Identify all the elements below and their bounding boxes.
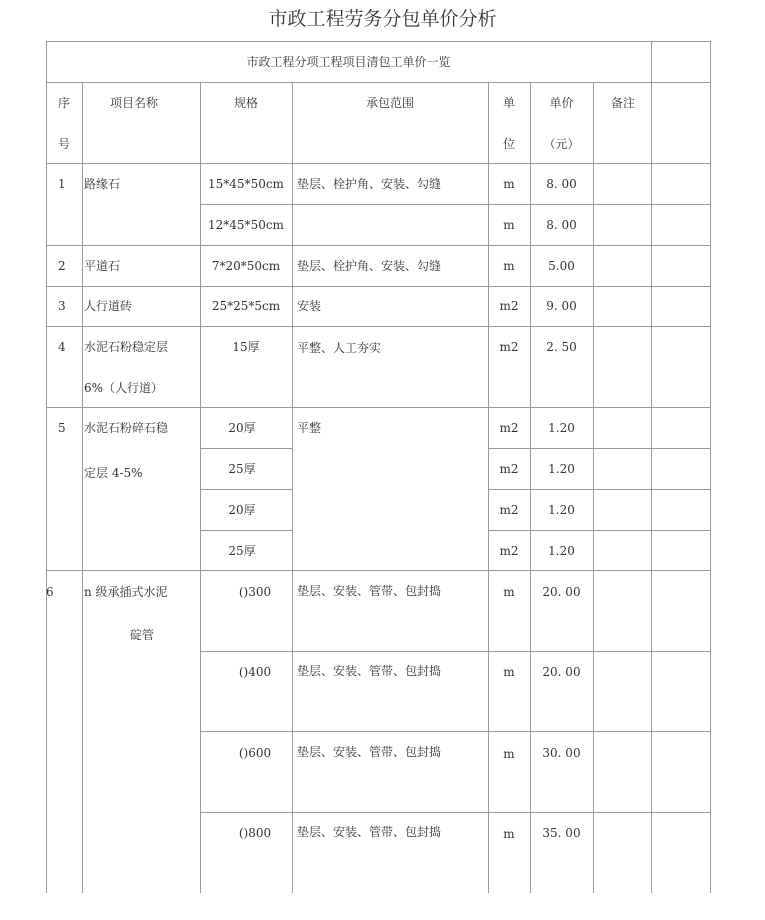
row-price: 35. 00 (542, 826, 581, 840)
header-seq: 序 (57, 96, 70, 110)
table-rule (46, 82, 711, 83)
row-spec: 7*20*50cm (211, 259, 281, 273)
row-seq: 3 (58, 299, 66, 313)
table-rule (46, 163, 711, 164)
table-rule (200, 82, 201, 893)
row-spec: ()300 (238, 585, 272, 599)
row-name: 路缘石 (84, 177, 121, 191)
row-unit: m (503, 259, 515, 273)
table-rule (200, 651, 711, 652)
table-rule (200, 530, 292, 531)
table-rule (46, 570, 711, 571)
table-rule (46, 41, 47, 893)
row-scope: 安装 (297, 299, 322, 313)
row-price: 20. 00 (542, 665, 581, 679)
row-price: 1.20 (548, 462, 575, 476)
row-price: 5.00 (548, 259, 575, 273)
row-name: 水泥石粉稳定层 (84, 340, 169, 354)
row-spec: 20厚 (228, 421, 256, 435)
row-unit: m (503, 747, 515, 761)
table-rule (200, 812, 711, 813)
row-unit: m2 (499, 462, 519, 476)
table-rule (488, 448, 711, 449)
header-unit: 单 (502, 96, 515, 110)
row-spec: 15*45*50cm (208, 177, 284, 191)
row-scope: 垫层、栓护角、安装、勾缝 (297, 259, 442, 273)
row-spec: ()600 (238, 746, 272, 760)
row-unit: m (503, 218, 515, 232)
row-unit: m2 (499, 340, 519, 354)
table-caption: 市政工程分项工程项目清包工单价一览 (246, 55, 451, 69)
row-spec: ()400 (238, 665, 272, 679)
row-seq: 2 (58, 259, 66, 273)
row-price: 1.20 (548, 544, 575, 558)
row-scope: 垫层、安装、管带、包封捣 (297, 825, 442, 839)
row-scope: 平整 (297, 421, 322, 435)
row-unit: m2 (499, 503, 519, 517)
header-seq: 号 (57, 137, 70, 151)
table-rule (593, 82, 594, 893)
row-spec: 15厚 (232, 340, 260, 354)
row-scope: 垫层、安装、管带、包封捣 (297, 745, 442, 759)
row-unit: m (503, 665, 515, 679)
table-rule (46, 407, 711, 408)
table-rule (200, 448, 292, 449)
table-rule (530, 82, 531, 893)
header-unit: 位 (502, 137, 515, 151)
header-scope: 承包范围 (365, 96, 414, 110)
row-spec: 20厚 (228, 503, 256, 517)
row-scope: 平整、人工夯实 (297, 341, 382, 355)
row-unit: m (503, 585, 515, 599)
table-rule (488, 489, 711, 490)
table-rule (488, 530, 711, 531)
row-price: 1.20 (548, 421, 575, 435)
table-rule (46, 326, 711, 327)
header-remark: 备注 (611, 96, 636, 110)
table-rule (200, 489, 292, 490)
table-rule (651, 41, 652, 893)
row-seq: 5 (58, 421, 66, 435)
row-scope: 垫层、安装、管带、包封捣 (297, 664, 442, 678)
row-unit: m (503, 827, 515, 841)
row-name: 水泥石粉碎石稳 (84, 421, 169, 435)
row-name: n 级承插式水泥 (84, 585, 168, 599)
table-rule (200, 204, 711, 205)
row-spec: 12*45*50cm (208, 218, 284, 232)
row-price: 2. 50 (546, 340, 577, 354)
table-rule (200, 731, 711, 732)
row-spec: 25厚 (228, 462, 256, 476)
table-rule (292, 82, 293, 893)
row-unit: m2 (499, 299, 519, 313)
row-price: 9. 00 (546, 299, 577, 313)
row-unit: m2 (499, 544, 519, 558)
row-name: 人行道砖 (84, 299, 133, 313)
table-rule (710, 41, 711, 893)
row-name: 碇管 (130, 628, 155, 642)
header-spec: 规格 (233, 96, 258, 110)
table-rule (46, 245, 711, 246)
table-rule (46, 41, 711, 42)
table-rule (82, 82, 83, 893)
row-name: 平道石 (84, 259, 121, 273)
row-seq: 4 (58, 340, 66, 354)
row-price: 20. 00 (542, 585, 581, 599)
row-name: 定层 4-5% (84, 466, 143, 480)
row-seq: 1 (58, 177, 66, 191)
header-price: 单价 (549, 96, 574, 110)
table-rule (488, 82, 489, 893)
row-name: 6%（人行道） (84, 381, 164, 395)
row-unit: m2 (499, 421, 519, 435)
row-spec: 25厚 (228, 544, 256, 558)
row-seq: 6 (46, 585, 54, 599)
row-spec: ()800 (238, 826, 272, 840)
row-scope: 垫层、安装、管带、包封捣 (297, 584, 442, 598)
row-unit: m (503, 177, 515, 191)
row-scope: 垫层、栓护角、安装、勾缝 (297, 177, 442, 191)
row-spec: 25*25*5cm (211, 299, 281, 313)
row-price: 30. 00 (542, 746, 581, 760)
row-price: 1.20 (548, 503, 575, 517)
table-rule (46, 286, 711, 287)
row-price: 8. 00 (546, 177, 577, 191)
page-title: 市政工程劳务分包单价分析 (268, 8, 497, 30)
header-name: 项目名称 (110, 96, 159, 110)
header-price: （元） (543, 137, 580, 151)
row-price: 8. 00 (546, 218, 577, 232)
